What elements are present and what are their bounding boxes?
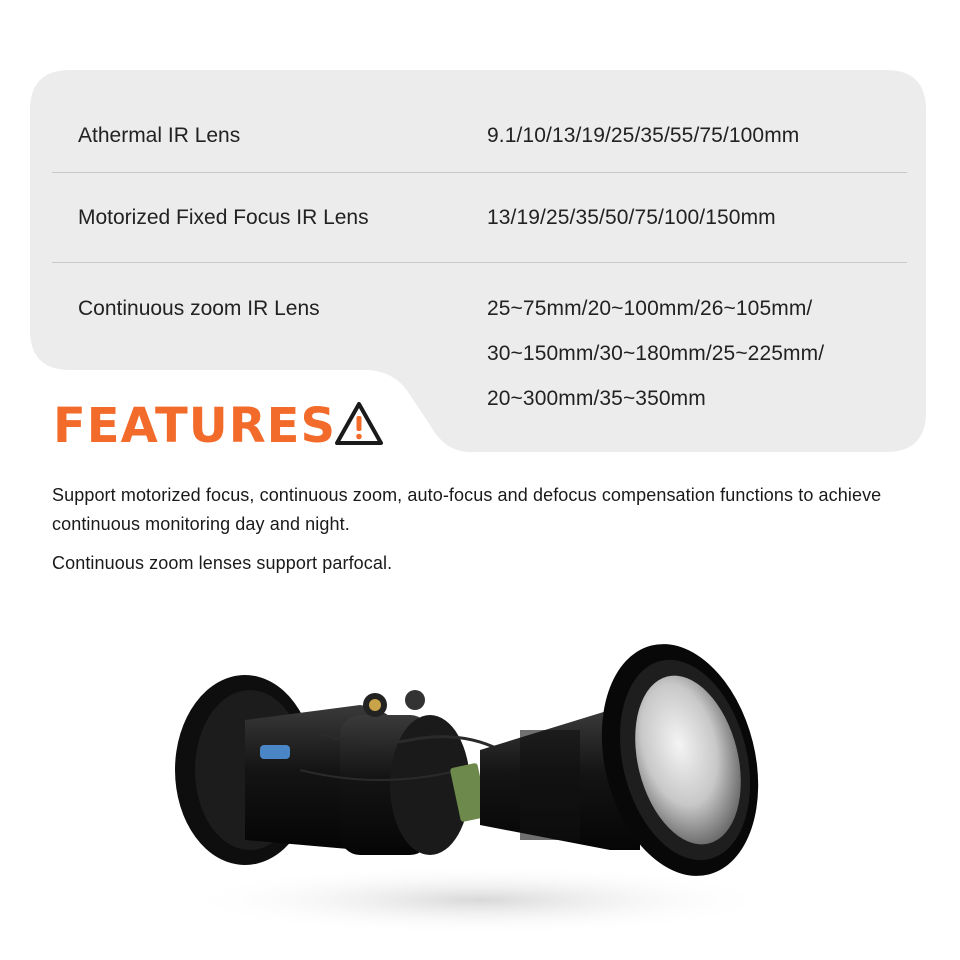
spec-table: [30, 0, 926, 452]
spec-row-label: Continuous zoom IR Lens: [78, 297, 320, 320]
spec-row-value: [487, 113, 799, 158]
spec-value-line: 30~150mm/30~180mm/25~225mm/: [487, 342, 825, 365]
divider: [52, 262, 907, 263]
features-heading: FEATURES: [53, 398, 337, 454]
ir-lens-product-image: [160, 600, 800, 940]
divider: [52, 172, 907, 173]
spec-row-label: Motorized Fixed Focus IR Lens: [78, 206, 369, 229]
warning-triangle-icon: [333, 400, 385, 448]
spec-row-label: Athermal IR Lens: [78, 124, 241, 147]
spec-value-line: 9.1/10/13/19/25/35/55/75/100mm: [487, 124, 800, 147]
spec-row-value: [487, 286, 824, 421]
feature-paragraph: Support motorized focus, continuous zoom, auto-focus and defocus compensation functions to achieve continuous monitoring day and night.: [52, 485, 882, 534]
spec-value-line: 20~300mm/35~350mm: [487, 387, 706, 410]
spec-value-line: 25~75mm/20~100mm/26~105mm/: [487, 297, 813, 320]
feature-paragraph: Continuous zoom lenses support parfocal.: [52, 553, 393, 573]
spec-value-line: 13/19/25/35/50/75/100/150mm: [487, 206, 776, 229]
spec-row-value: [487, 195, 776, 240]
